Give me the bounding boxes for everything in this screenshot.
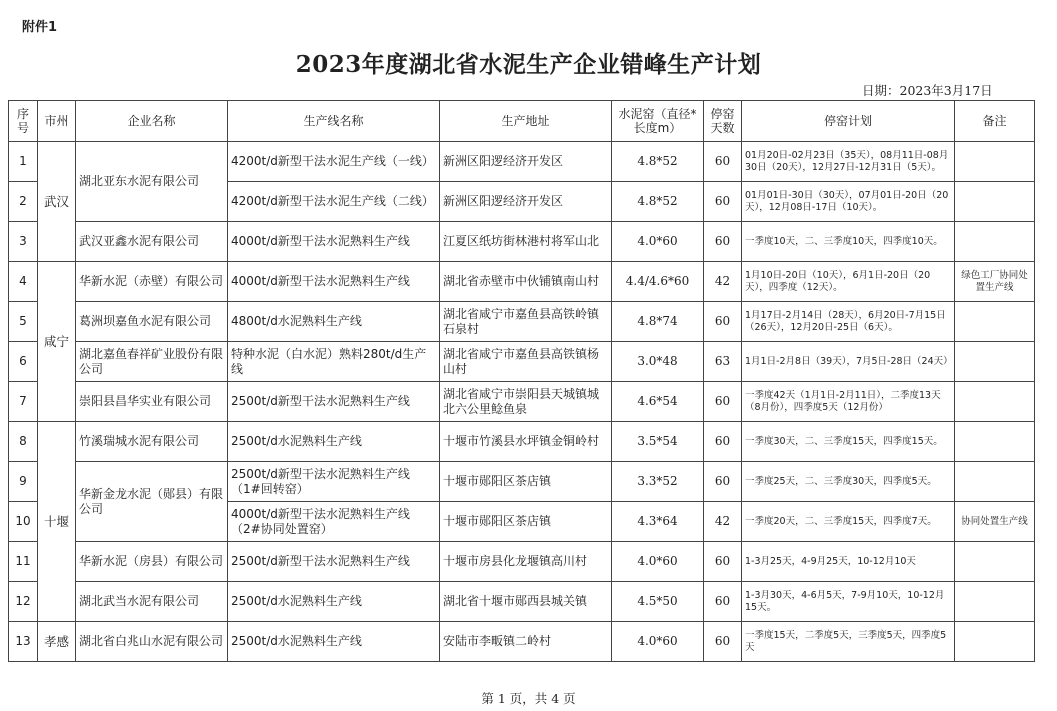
header-days: 停窑天数 — [704, 101, 742, 142]
cell-line: 2500t/d新型干法水泥熟料生产线（1#回转窑） — [228, 462, 440, 502]
cell-note: 协同处置生产线 — [955, 502, 1035, 542]
cell-line: 2500t/d新型干法水泥熟料生产线 — [228, 382, 440, 422]
cell-address: 湖北省咸宁市崇阳县天城镇城北六公里鲶鱼泉 — [440, 382, 612, 422]
header-line: 生产线名称 — [228, 101, 440, 142]
date-label: 日期：2023年3月17日 — [862, 83, 993, 98]
cell-company: 崇阳县昌华实业有限公司 — [76, 382, 228, 422]
header-address: 生产地址 — [440, 101, 612, 142]
cell-seq: 3 — [9, 222, 38, 262]
cell-plan: 一季度15天，二季度5天，三季度5天，四季度5天 — [742, 622, 955, 662]
cell-plan: 1月17日-2月14日（28天），6月20日-7月15日（26天），12月20日-25日（6天）。 — [742, 302, 955, 342]
cell-kiln: 4.8*74 — [612, 302, 704, 342]
cell-plan: 一季度20天，二、三季度15天，四季度7天。 — [742, 502, 955, 542]
cell-kiln: 4.8*52 — [612, 142, 704, 182]
cell-line: 4200t/d新型干法水泥生产线（一线） — [228, 142, 440, 182]
cell-seq: 1 — [9, 142, 38, 182]
table-row — [9, 302, 1035, 342]
cell-company: 华新金龙水泥（郧县）有限公司 — [76, 462, 228, 542]
cell-note — [955, 422, 1035, 462]
cell-note — [955, 582, 1035, 622]
cell-company: 湖北亚东水泥有限公司 — [76, 142, 228, 222]
cell-days: 60 — [704, 542, 742, 582]
cell-company: 湖北嘉鱼春祥矿业股份有限公司 — [76, 342, 228, 382]
page-title: 2023年度湖北省水泥生产企业错峰生产计划 — [295, 51, 762, 78]
cell-kiln: 4.0*60 — [612, 542, 704, 582]
cell-kiln: 4.8*52 — [612, 182, 704, 222]
cell-note — [955, 142, 1035, 182]
cell-days: 42 — [704, 502, 742, 542]
table-row — [9, 462, 1035, 502]
cell-address: 新洲区阳逻经济开发区 — [440, 142, 612, 182]
table-row — [9, 262, 1035, 302]
cell-kiln: 3.0*48 — [612, 342, 704, 382]
cell-address: 湖北省赤壁市中伙铺镇南山村 — [440, 262, 612, 302]
cell-address: 湖北省咸宁市嘉鱼县高铁镇杨山村 — [440, 342, 612, 382]
cell-line: 2500t/d水泥熟料生产线 — [228, 622, 440, 662]
cell-line: 2500t/d水泥熟料生产线 — [228, 422, 440, 462]
cell-address: 十堰市郧阳区茶店镇 — [440, 502, 612, 542]
cell-days: 60 — [704, 382, 742, 422]
cell-address: 湖北省十堰市郧西县城关镇 — [440, 582, 612, 622]
cell-plan: 一季度10天，二、三季度10天，四季度10天。 — [742, 222, 955, 262]
page-footer: 第 1 页，共 4 页 — [481, 691, 576, 706]
cell-plan: 一季度30天，二、三季度15天，四季度15天。 — [742, 422, 955, 462]
cell-seq: 4 — [9, 262, 38, 302]
plan-table — [8, 100, 1035, 662]
cell-address: 新洲区阳逻经济开发区 — [440, 182, 612, 222]
cell-company: 武汉亚鑫水泥有限公司 — [76, 222, 228, 262]
cell-city: 十堰 — [38, 422, 76, 622]
cell-line: 4000t/d新型干法水泥熟料生产线（2#协同处置窑） — [228, 502, 440, 542]
cell-company: 华新水泥（赤壁）有限公司 — [76, 262, 228, 302]
cell-note — [955, 222, 1035, 262]
cell-note: 绿色工厂协同处置生产线 — [955, 262, 1035, 302]
cell-plan: 01月01日-30日（30天），07月01日-20日（20天），12月08日-17日（10天）。 — [742, 182, 955, 222]
cell-note — [955, 542, 1035, 582]
cell-seq: 10 — [9, 502, 38, 542]
cell-address: 江夏区纸坊街林港村将军山北 — [440, 222, 612, 262]
cell-days: 60 — [704, 422, 742, 462]
cell-line: 2500t/d水泥熟料生产线 — [228, 582, 440, 622]
table-row — [9, 342, 1035, 382]
cell-company: 湖北武当水泥有限公司 — [76, 582, 228, 622]
cell-kiln: 4.0*60 — [612, 222, 704, 262]
cell-company: 竹溪瑞城水泥有限公司 — [76, 422, 228, 462]
table-row — [9, 382, 1035, 422]
cell-seq: 2 — [9, 182, 38, 222]
cell-plan: 一季度25天，二、三季度30天，四季度5天。 — [742, 462, 955, 502]
cell-days: 63 — [704, 342, 742, 382]
header-company: 企业名称 — [76, 101, 228, 142]
cell-address: 十堰市竹溪县水坪镇金铜岭村 — [440, 422, 612, 462]
cell-kiln: 4.4/4.6*60 — [612, 262, 704, 302]
header-kiln: 水泥窑（直径*长度m） — [612, 101, 704, 142]
cell-seq: 11 — [9, 542, 38, 582]
cell-note — [955, 342, 1035, 382]
header-note: 备注 — [955, 101, 1035, 142]
cell-seq: 7 — [9, 382, 38, 422]
cell-kiln: 3.3*52 — [612, 462, 704, 502]
cell-address: 湖北省咸宁市嘉鱼县高铁岭镇石泉村 — [440, 302, 612, 342]
cell-plan: 1月10日-20日（10天），6月1日-20日（20天），四季度（12天）。 — [742, 262, 955, 302]
table-header-row — [9, 101, 1035, 142]
header-city: 市州 — [38, 101, 76, 142]
cell-line: 4000t/d新型干法水泥熟料生产线 — [228, 262, 440, 302]
cell-seq: 8 — [9, 422, 38, 462]
cell-plan: 一季度42天（1月1日-2月11日），二季度13天（8月份），四季度5天（12月份） — [742, 382, 955, 422]
cell-days: 60 — [704, 582, 742, 622]
cell-seq: 13 — [9, 622, 38, 662]
cell-address: 安陆市李畈镇二岭村 — [440, 622, 612, 662]
cell-address: 十堰市郧阳区茶店镇 — [440, 462, 612, 502]
cell-kiln: 4.0*60 — [612, 622, 704, 662]
cell-plan: 1-3月30天，4-6月5天，7-9月10天，10-12月15天。 — [742, 582, 955, 622]
cell-company: 葛洲坝嘉鱼水泥有限公司 — [76, 302, 228, 342]
cell-days: 60 — [704, 222, 742, 262]
cell-days: 60 — [704, 622, 742, 662]
cell-plan: 1-3月25天，4-9月25天，10-12月10天 — [742, 542, 955, 582]
cell-days: 60 — [704, 462, 742, 502]
cell-line: 4000t/d新型干法水泥熟料生产线 — [228, 222, 440, 262]
cell-seq: 9 — [9, 462, 38, 502]
cell-kiln: 4.3*64 — [612, 502, 704, 542]
cell-note — [955, 182, 1035, 222]
header-plan: 停窑计划 — [742, 101, 955, 142]
cell-note — [955, 302, 1035, 342]
cell-seq: 12 — [9, 582, 38, 622]
cell-note — [955, 622, 1035, 662]
cell-address: 十堰市房县化龙堰镇高川村 — [440, 542, 612, 582]
cell-days: 60 — [704, 182, 742, 222]
table-row — [9, 422, 1035, 462]
cell-line: 2500t/d新型干法水泥熟料生产线 — [228, 542, 440, 582]
cell-note — [955, 462, 1035, 502]
cell-plan: 01月20日-02月23日（35天），08月11日-08月30日（20天），12月27日-12月31日（5天）。 — [742, 142, 955, 182]
cell-kiln: 4.5*50 — [612, 582, 704, 622]
cell-company: 华新水泥（房县）有限公司 — [76, 542, 228, 582]
cell-note — [955, 382, 1035, 422]
cell-days: 60 — [704, 302, 742, 342]
cell-kiln: 4.6*54 — [612, 382, 704, 422]
table-row — [9, 542, 1035, 582]
attachment-label: 附件1 — [22, 20, 58, 35]
table-row — [9, 142, 1035, 182]
cell-city: 咸宁 — [38, 262, 76, 422]
cell-company: 湖北省白兆山水泥有限公司 — [76, 622, 228, 662]
cell-seq: 6 — [9, 342, 38, 382]
cell-city: 武汉 — [38, 142, 76, 262]
table-row — [9, 582, 1035, 622]
cell-kiln: 3.5*54 — [612, 422, 704, 462]
header-seq: 序号 — [9, 101, 38, 142]
cell-seq: 5 — [9, 302, 38, 342]
cell-line: 4200t/d新型干法水泥生产线（二线） — [228, 182, 440, 222]
cell-city: 孝感 — [38, 622, 76, 662]
cell-days: 42 — [704, 262, 742, 302]
table-row — [9, 622, 1035, 662]
cell-plan: 1月1日-2月8日（39天），7月5日-28日（24天） — [742, 342, 955, 382]
cell-line: 特种水泥（白水泥）熟料280t/d生产线 — [228, 342, 440, 382]
table-row — [9, 222, 1035, 262]
cell-days: 60 — [704, 142, 742, 182]
cell-line: 4800t/d水泥熟料生产线 — [228, 302, 440, 342]
